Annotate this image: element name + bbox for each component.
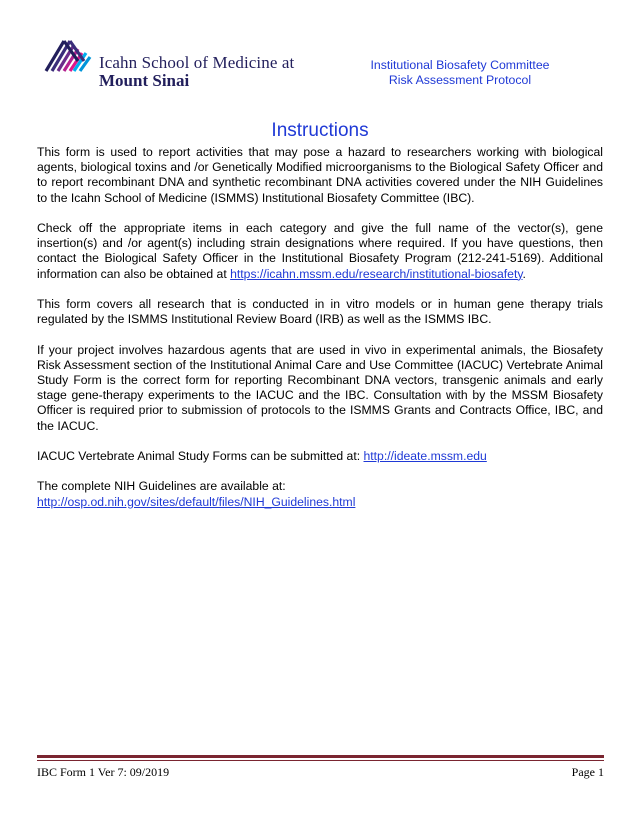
page-number: Page 1 [571, 765, 604, 779]
nih-guidelines-text: The complete NIH Guidelines are available at: [37, 479, 286, 494]
form-version: IBC Form 1 Ver 7: 09/2019 [37, 765, 170, 779]
logo-text-line2: Mount Sinai [99, 71, 190, 90]
logo-text-line1: Icahn School of Medicine at [99, 53, 295, 72]
page-title: Instructions [271, 120, 369, 141]
committee-heading [352, 58, 568, 88]
nih-guidelines-link[interactable]: http://osp.od.nih.gov/sites/default/files/NIH_Guidelines.html [37, 494, 356, 509]
page-footer [37, 765, 604, 780]
paragraph-scope: This form covers all research that is conducted in in vitro models or in human gene therapy trials regulated by the ISMMS Institutional Review Board (IRB) as well as the ISMMS IBC. [37, 297, 603, 327]
ideate-link[interactable]: http://ideate.mssm.edu [363, 449, 487, 463]
paragraph-purpose: This form is used to report activities that may pose a hazard to researchers working with biological agents, biological toxins and /or Genetically Modified microorganisms to the Biological Safety Officer and to report recombinant DNA and synthetic recombinant DNA activities covered under the NIH Guidelines to the Icahn School of Medicine (ISMMS) Institutional Biosafety Committee (IBC). [37, 145, 603, 205]
paragraph-nih-guidelines [37, 479, 603, 509]
protocol-name: Risk Assessment Protocol [388, 73, 532, 87]
footer-divider-thick [37, 755, 604, 758]
biosafety-website-link[interactable]: https://icahn.mssm.edu/research/institutional-biosafety [230, 266, 523, 281]
instructions-body [37, 145, 603, 525]
committee-name: Institutional Biosafety Committee [370, 58, 550, 72]
paragraph-check-off [37, 221, 603, 282]
footer-divider [37, 755, 604, 761]
paragraph-check-off-text: Check off the appropriate items in each category and give the full name of the vector(s), gene insertion(s) and /or agent(s) including strain designations where required. If you have questions, then contact the Biological Safety Officer in the Institutional Biosafety Program (212-241-5169). Additional information can also be obtained at [37, 221, 603, 281]
paragraph-iacuc-submission [37, 449, 603, 464]
footer-divider-thin [37, 760, 604, 761]
paragraph-check-off-end: . [522, 266, 526, 281]
institution-logo [44, 37, 324, 89]
mount-sinai-logo-icon [44, 37, 100, 73]
paragraph-in-vivo: If your project involves hazardous agents that are used in vivo in experimental animals, the Biosafety Risk Assessment section of the Institutional Animal Care and Use Committee (IACUC) Vertebrate Animal Study Form is the correct form for reporting Recombinant DNA vectors, transgenic animals and early stage gene-therapy experiments to the IACUC and the IBC. Consultation with by the MSSM Biosafety Officer is required prior to submission of protocols to the ISMMS Grants and Contracts Office, IBC, and the IACUC. [37, 342, 603, 433]
iacuc-submission-text: IACUC Vertebrate Animal Study Forms can be submitted at: [37, 449, 364, 463]
